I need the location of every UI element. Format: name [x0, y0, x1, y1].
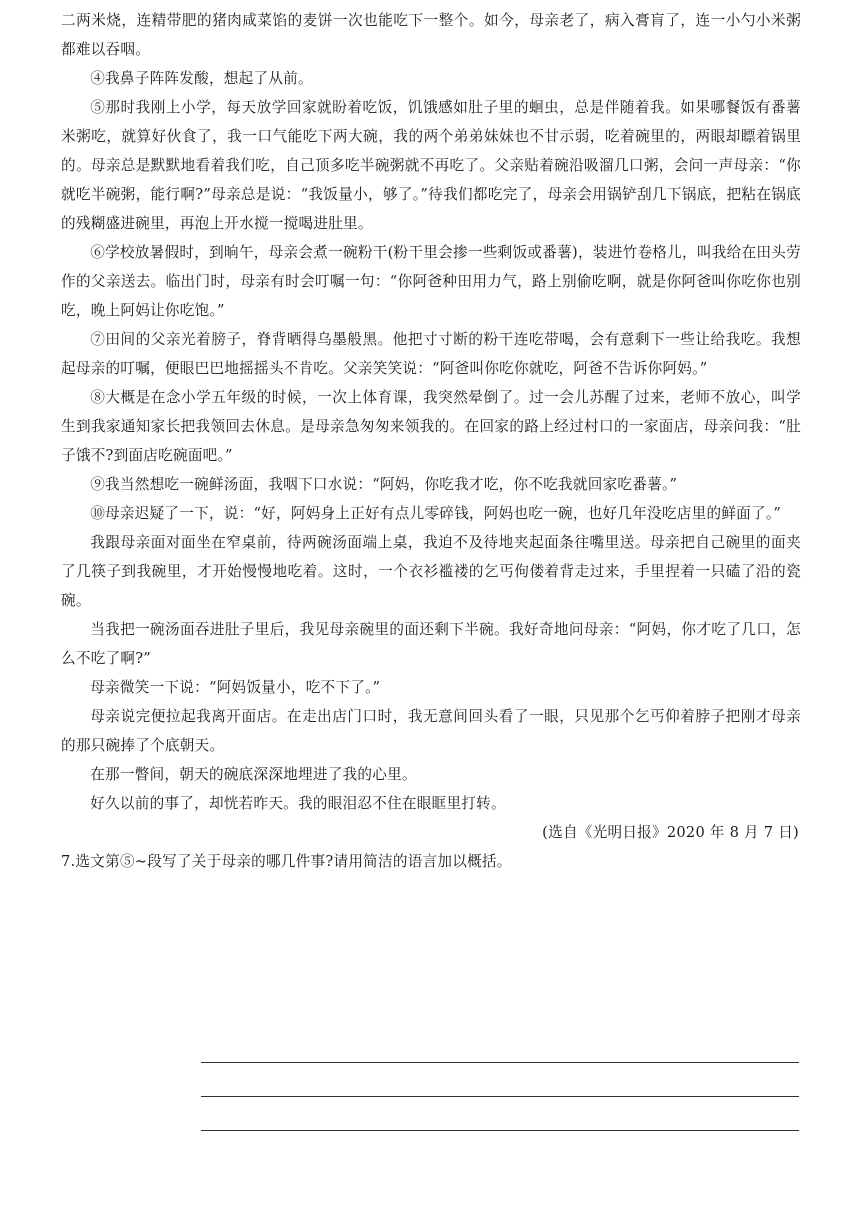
article-body [61, 6, 801, 876]
paragraph-11: 我跟母亲面对面坐在窄桌前，待两碗汤面端上桌，我迫不及待地夹起面条往嘴里送。母亲把自己碗里的面夹了几筷子到我碗里，才开始慢慢地吃着。这时，一个衣衫褴褛的乞丐佝偻着背走过来，手里捏着一只磕了沿的瓷碗。 [61, 534, 801, 609]
paragraph-8: ⑧大概是在念小学五年级的时候，一次上体育课，我突然晕倒了。过一会儿苏醒了过来，老师不放心，叫学生到我家通知家长把我领回去休息。是母亲急匆匆来领我的。在回家的路上经过村口的一家面店，母亲问我：“肚子饿不?到面店吃碗面吧。” [61, 389, 801, 464]
paragraph-16: 好久以前的事了，却恍若昨天。我的眼泪忍不住在眼眶里打转。 [90, 795, 506, 812]
paragraph-5: ⑤那时我刚上小学，每天放学回家就盼着吃饭，饥饿感如肚子里的蛔虫，总是伴随着我。如果哪餐饭有番薯米粥吃，就算好伙食了，我一口气能吃下两大碗，我的两个弟弟妹妹也不甘示弱，吃着碗里的，两眼却瞟着锅里的。母亲总是默默地看着我们吃，自己顶多吃半碗粥就不再吃了。父亲贴着碗沿吸溜几口粥，会问一声母亲：“你就吃半碗粥，能行啊?”母亲总是说：“我饭量小，够了。”待我们都吃完了，母亲会用锅铲刮几下锅底，把粘在锅底的残糊盛进碗里，再泡上开水搅一搅喝进肚里。 [61, 99, 801, 232]
answer-line[interactable] [201, 1062, 799, 1063]
paragraph-4: ④我鼻子阵阵发酸，想起了从前。 [90, 70, 313, 87]
question-7: 7.选文第⑤~段写了关于母亲的哪几件事?请用简洁的语言加以概括。 [61, 853, 512, 870]
paragraph-9: ⑨我当然想吃一碗鲜汤面，我咽下口水说：“阿妈，你吃我才吃，你不吃我就回家吃番薯。” [90, 476, 678, 493]
paragraph-7: ⑦田间的父亲光着膀子，脊背晒得乌墨般黑。他把寸寸断的粉干连吃带喝，会有意剩下一些让给我吃。我想起母亲的叮嘱，便眼巴巴地摇摇头不肯吃。父亲笑笑说：“阿爸叫你吃你就吃，阿爸不告诉你阿妈。” [61, 331, 801, 377]
paragraph-15: 在那一瞥间，朝天的碗底深深地埋进了我的心里。 [90, 766, 417, 783]
answer-line[interactable] [201, 1130, 799, 1131]
paragraph-10: ⑩母亲迟疑了一下，说：“好，阿妈身上正好有点儿零碎钱，阿妈也吃一碗，也好几年没吃店里的鲜面了。” [90, 505, 782, 522]
source-citation: (选自《光明日报》2020 年 8 月 7 日) [542, 824, 799, 841]
paragraph-continued: 二两米烧，连精带肥的猪肉咸菜馅的麦饼一次也能吃下一整个。如今，母亲老了，病入膏肓了，连一小勺小米粥都难以吞咽。 [61, 12, 801, 58]
paragraph-14: 母亲说完便拉起我离开面店。在走出店门口时，我无意间回头看了一眼，只见那个乞丐仰着脖子把刚才母亲的那只碗捧了个底朝天。 [61, 708, 801, 754]
answer-area[interactable] [201, 1062, 799, 1164]
answer-line[interactable] [201, 1096, 799, 1097]
paragraph-6: ⑥学校放暑假时，到晌午，母亲会煮一碗粉干(粉干里会掺一些剩饭或番薯)，装进竹卷格儿，叫我给在田头劳作的父亲送去。临出门时，母亲有时会叮嘱一句：“你阿爸种田用力气，路上别偷吃啊，就是你阿爸叫你吃你也别吃，晚上阿妈让你吃饱。” [61, 244, 801, 319]
document-page [61, 0, 801, 1216]
paragraph-13: 母亲微笑一下说：“阿妈饭量小，吃不下了。” [90, 679, 381, 696]
paragraph-12: 当我把一碗汤面吞进肚子里后，我见母亲碗里的面还剩下半碗。我好奇地问母亲：“阿妈，你才吃了几口，怎么不吃了啊?” [61, 621, 801, 667]
